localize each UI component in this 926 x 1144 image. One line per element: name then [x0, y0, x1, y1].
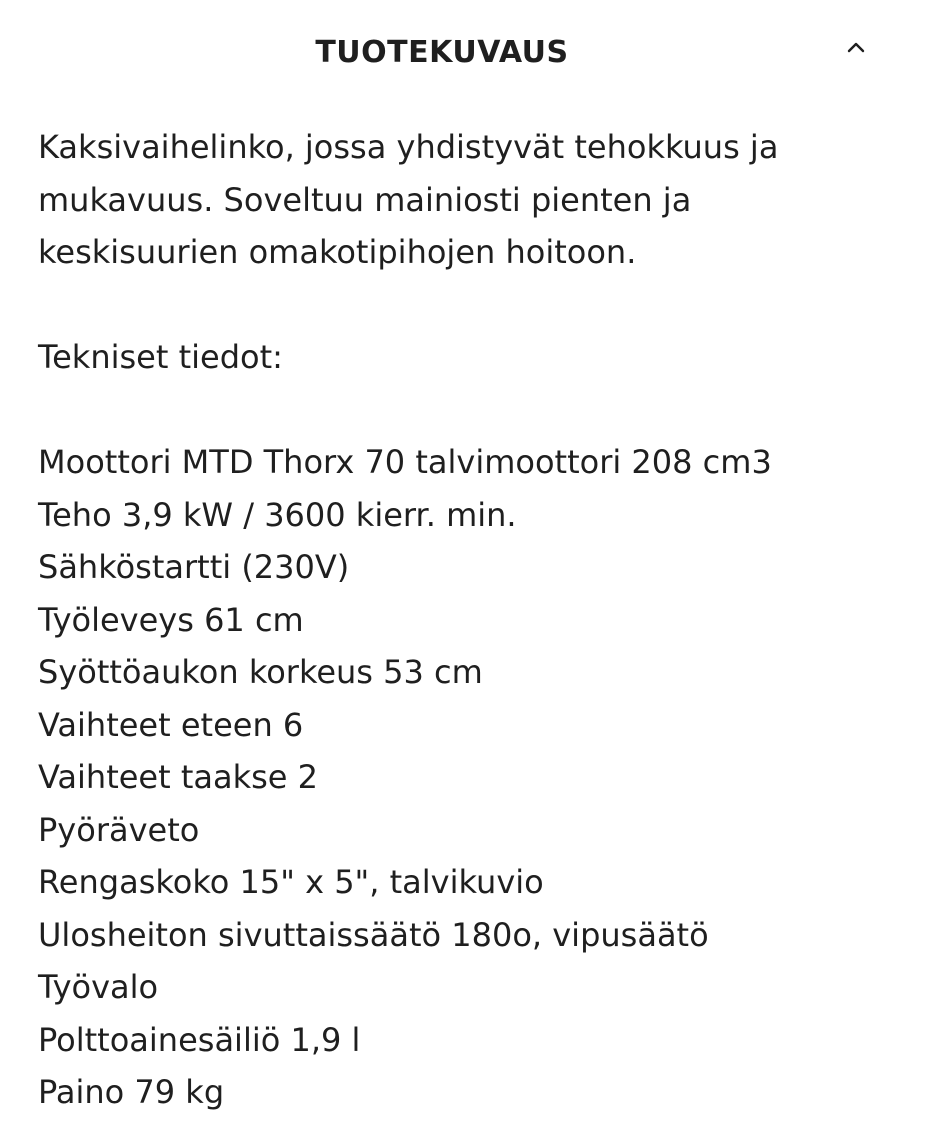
- spec-item: Teho 3,9 kW / 3600 kierr. min.: [38, 495, 517, 534]
- spec-item: Vaihteet taakse 2: [38, 758, 319, 796]
- spec-item: Syöttöaukon korkeus 53 cm: [38, 653, 483, 691]
- spec-item: Paino 79 kg: [38, 1073, 225, 1111]
- spec-item: Sähköstartti (230V): [38, 548, 350, 586]
- spec-item: Moottori MTD Thorx 70 talvimoottori 208 cm3: [38, 443, 772, 481]
- specs-list: [38, 436, 898, 1119]
- spec-item: Ulosheiton sivuttaissäätö 180o, vipusäätö: [38, 915, 709, 954]
- specs-heading: Tekniset tiedot:: [38, 338, 283, 376]
- spec-item: Rengaskoko 15" x 5", talvikuvio: [38, 863, 544, 901]
- spec-item: Vaihteet eteen 6: [38, 705, 304, 744]
- spec-item: Työvalo: [38, 968, 159, 1006]
- spec-item: Työleveys 61 cm: [38, 600, 304, 639]
- accordion-content: [38, 121, 898, 1119]
- chevron-up-icon[interactable]: [843, 38, 869, 56]
- accordion-title: TUOTEKUVAUS: [315, 35, 569, 70]
- spec-item: Pyöräveto: [38, 810, 200, 849]
- accordion-header[interactable]: [0, 0, 926, 108]
- description-intro: Kaksivaihelinko, jossa yhdistyvät tehokkuus ja mukavuus. Soveltuu mainiosti pienten ja keskisuurien omakotipihojen hoitoon.: [38, 128, 779, 271]
- spec-item: Polttoainesäiliö 1,9 l: [38, 1020, 361, 1059]
